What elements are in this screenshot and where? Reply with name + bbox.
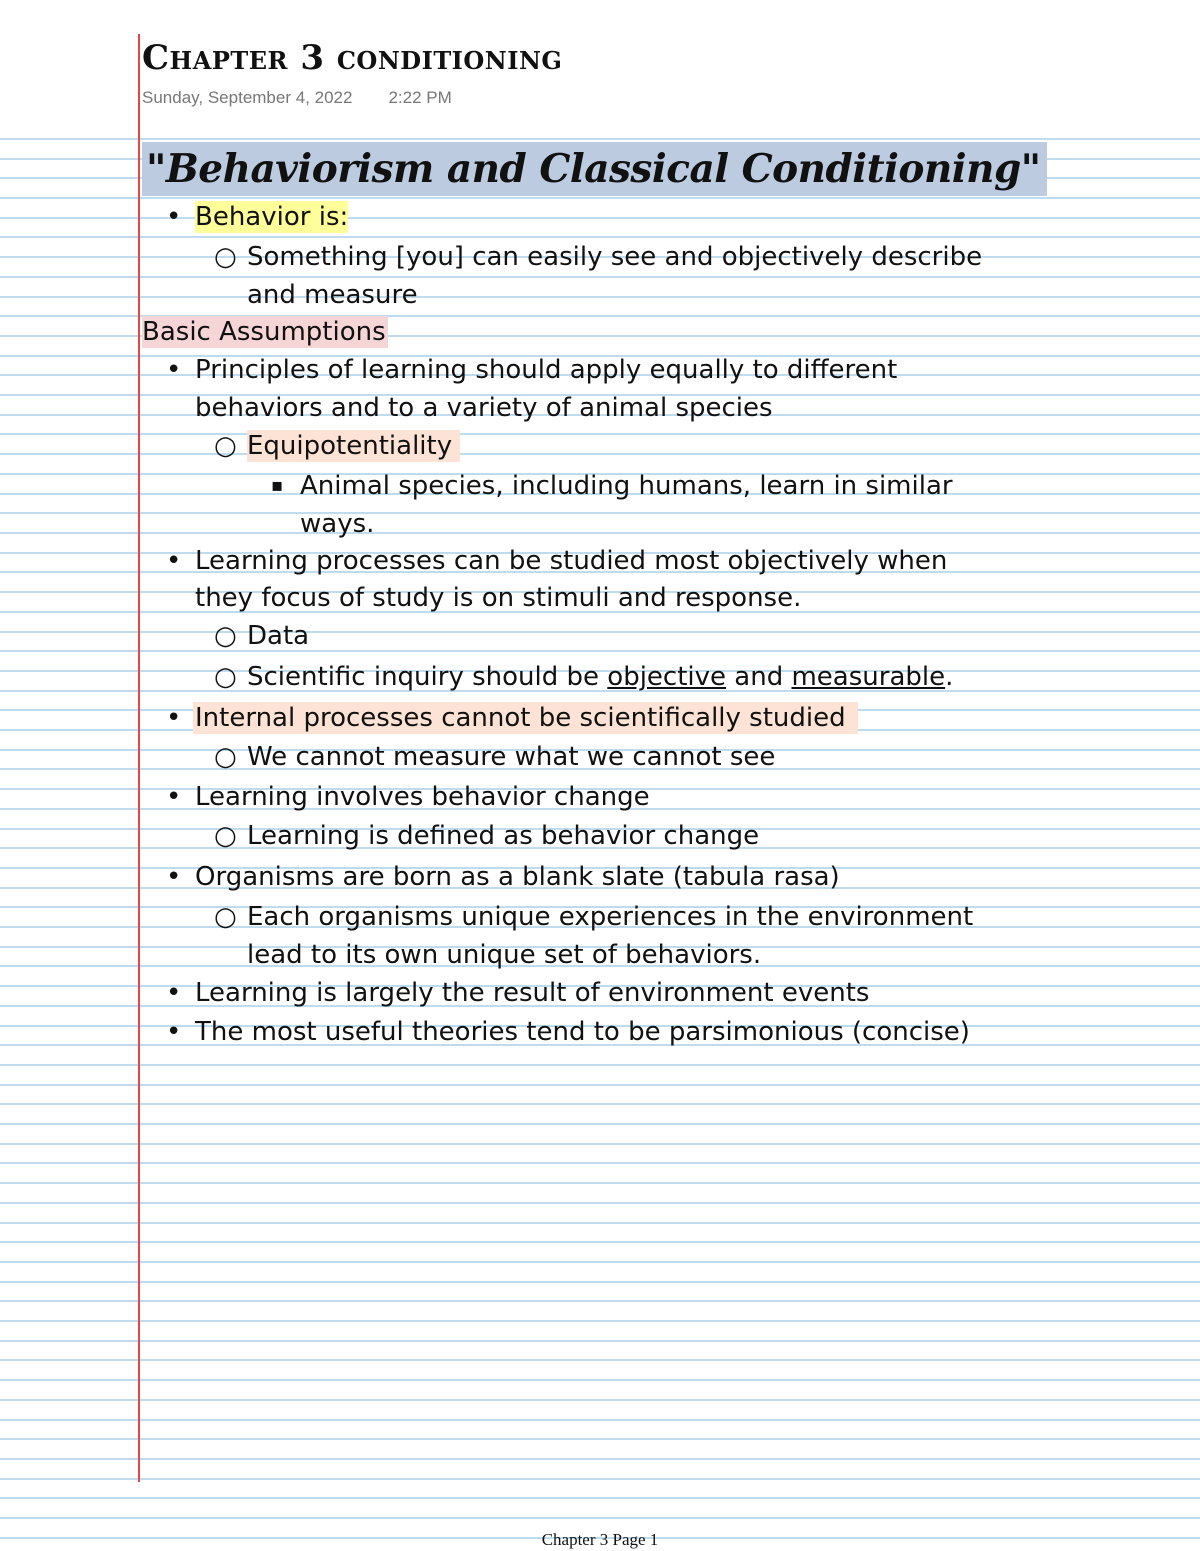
internal-processes-label: Internal processes cannot be scientifically studied [193,702,858,734]
hollow-bullet-icon: ○ [214,742,237,772]
inquiry-period: . [945,662,954,692]
principles-line-1: Principles of learning should apply equally to different [195,355,898,385]
hollow-bullet-icon: ○ [214,431,237,461]
hollow-bullet-icon: ○ [214,662,237,692]
objective-word: objective [607,662,727,692]
filled-bullet-icon: • [166,862,182,892]
assumptions-label: Basic Assumptions [142,317,386,347]
page-date [142,88,452,108]
filled-bullet-icon: • [166,355,182,385]
animal-line-2: ways. [300,509,375,539]
behavior-change-line: Learning involves behavior change [195,782,650,812]
blank-slate-line: Organisms are born as a blank slate (tabula rasa) [195,862,840,892]
page-title: Chapter 3 conditioning [142,38,563,78]
inquiry-line [247,661,953,693]
filled-bullet-icon: • [166,703,182,733]
equipotentiality-label: Equipotentiality [247,430,460,462]
inquiry-and: and [726,662,792,692]
square-bullet-icon: ▪ [271,475,284,496]
date-text: Sunday, September 4, 2022 [142,88,353,107]
cannot-measure-line: We cannot measure what we cannot see [247,742,776,772]
hollow-bullet-icon: ○ [214,902,237,932]
environment-line: Learning is largely the result of environment events [195,978,870,1008]
filled-bullet-icon: • [166,978,182,1008]
defined-line: Learning is defined as behavior change [247,821,760,851]
processes-line-1: Learning processes can be studied most objectively when [195,546,948,576]
inquiry-text: Scientific inquiry should be [247,662,608,692]
filled-bullet-icon: • [166,1017,182,1047]
page-footer: Chapter 3 Page 1 [541,1530,659,1549]
parsimonious-line: The most useful theories tend to be parsimonious (concise) [195,1017,970,1047]
red-margin-line [138,34,140,1482]
principles-line-2: behaviors and to a variety of animal species [195,393,773,423]
filled-bullet-icon: • [166,546,182,576]
hollow-bullet-icon: ○ [214,621,237,651]
filled-bullet-icon: • [166,202,182,232]
behavior-label: Behavior is: [195,202,349,232]
unique-line-2: lead to its own unique set of behaviors. [247,940,762,970]
hollow-bullet-icon: ○ [214,242,237,272]
hollow-bullet-icon: ○ [214,821,237,851]
processes-line-2: they focus of study is on stimuli and response. [195,583,802,613]
behavior-def-line-1: Something [you] can easily see and objectively describe [247,242,983,272]
behavior-def-line-2: and measure [247,280,418,310]
filled-bullet-icon: • [166,782,182,812]
measurable-word: measurable [791,662,946,692]
time-text: 2:22 PM [388,88,452,107]
notes-heading: "Behaviorism and Classical Conditioning" [142,142,1047,196]
unique-line-1: Each organisms unique experiences in the environment [247,902,974,932]
data-item: Data [247,621,310,651]
animal-line-1: Animal species, including humans, learn in similar [300,471,953,501]
